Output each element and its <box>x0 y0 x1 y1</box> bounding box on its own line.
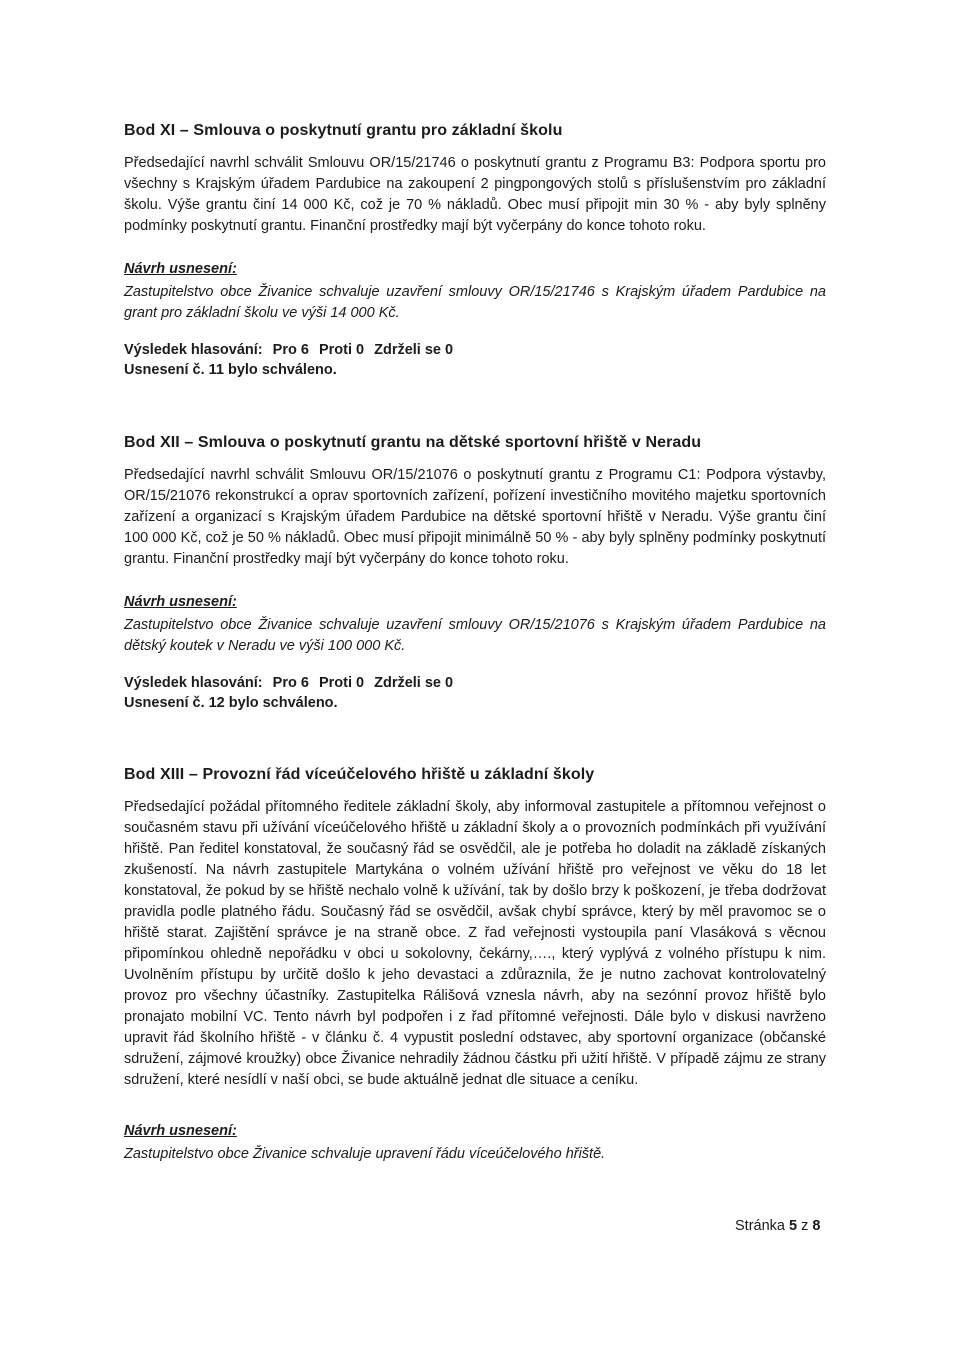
proposal-label: Návrh usnesení: <box>124 594 237 610</box>
page-of: z <box>801 1218 809 1234</box>
vote-proti: Proti 0 <box>318 342 365 358</box>
proposal-label: Návrh usnesení: <box>124 261 237 277</box>
section-body: Předsedající navrhl schválit Smlouvu OR/15/21076 o poskytnutí grantu z Programu C1: Podpora výstavby, OR/15/21076 rekonstrukcí a oprav sportovních zařízení, pořízení investičního movitého majetku sportovních zařízení a organizací s Krajským úřadem Pardubice na dětské sportovní hřiště v Neradu. Výše grantu činí 100 000 Kč, což je 50 % nákladů. Obec musí připojit minimálně 50 % - aby byly splněny podmínky poskytnutí grantu. Finanční prostředky mají být vyčerpány do konce tohoto roku. <box>124 467 826 567</box>
vote-proti: Proti 0 <box>318 675 365 691</box>
proposal-label: Návrh usnesení: <box>124 1123 237 1139</box>
vote-zdrzeli: Zdrželi se 0 <box>374 342 454 358</box>
vote-label: Výsledek hlasování: <box>124 675 263 691</box>
proposal-text: Zastupitelstvo obce Živanice schvaluje upravení řádu víceúčelového hřiště. <box>124 1146 606 1162</box>
vote-label: Výsledek hlasování: <box>124 342 263 358</box>
section-heading: Bod XII – Smlouva o poskytnutí grantu na dětské sportovní hřiště v Neradu <box>124 434 702 451</box>
page-number <box>735 1218 820 1234</box>
section-bod-xii <box>124 434 826 713</box>
section-bod-xi <box>124 122 826 380</box>
total-pages: 8 <box>812 1218 821 1234</box>
section-body: Předsedající požádal přítomného ředitele základní školy, aby informoval zastupitele a přítomnou veřejnost o současném stavu při užívání víceúčelového hřiště u základní školy a o provozních podmínkách při využívání hřiště. Pan ředitel konstatoval, že současný řád se osvědčil, ale je potřeba ho doladit na základě získaných zkušeností. Na návrh zastupitele Martykána o volném užívání hřiště pro veřejnost ve věku do 18 let konstatoval, že pokud by se hřiště nechalo volně k užívání, tak by došlo brzy k poškození, je třeba dodržovat pravidla podle platného řádu. Současný řád se osvědčil, avšak chybí správce, který by měl pravomoc se o hřiště starat. Zajištění správce je na straně obce. Z řad veřejnosti vystoupila paní Vlasáková s věcnou připomínkou ohledně nepořádku v obci u sokolovny, čekárny,…., který vyplývá z volného přístupu k nim. Uvolněním přístupu by určitě došlo k jeho devastaci a zdůraznila, že je nutno zachovat kontrolovatelný provoz pro všechny účastníky. Zastupitelka Rálišová vznesla návrh, aby na sezónní provoz hřiště bylo pronajato mobilní VC. Tento návrh byl podpořen i z řad přítomné veřejnosti. Dále bylo v diskusi navrženo upravit řád školního hřiště - v článku č. 4 vypustit poslední odstavec, aby sportovní organizace (občanské sdružení, zájmové kroužky) obce Živanice nehradily žádnou částku při užití hřiště. V případě zájmu ze strany sdružení, které nesídlí v naší obci, se bude aktuálně jednat dle situace a ceníku. <box>124 799 826 1088</box>
page-prefix: Stránka <box>735 1218 785 1234</box>
vote-result <box>124 673 826 693</box>
current-page: 5 <box>789 1218 798 1234</box>
vote-result <box>124 340 826 360</box>
section-heading: Bod XI – Smlouva o poskytnutí grantu pro základní školu <box>124 122 563 139</box>
resolution-status: Usnesení č. 11 bylo schváleno. <box>124 362 337 378</box>
vote-pro: Pro 6 <box>272 342 309 358</box>
resolution-status: Usnesení č. 12 bylo schváleno. <box>124 695 338 711</box>
proposal-text: Zastupitelstvo obce Živanice schvaluje uzavření smlouvy OR/15/21076 s Krajským úřadem Pardubice na dětský koutek v Neradu ve výši 100 000 Kč. <box>124 617 826 654</box>
section-bod-xiii <box>124 766 826 1165</box>
section-body: Předsedající navrhl schválit Smlouvu OR/15/21746 o poskytnutí grantu z Programu B3: Podpora sportu pro všechny s Krajským úřadem Pardubice na zakoupení 2 pingpongových stolů s příslušenstvím pro základní školu. Výše grantu činí 14 000 Kč, což je 70 % nákladů. Obec musí připojit min 30 % - aby byly splněny podmínky poskytnutí grantu. Finanční prostředky mají být vyčerpány do konce tohoto roku. <box>124 155 826 234</box>
section-heading: Bod XIII – Provozní řád víceúčelového hřiště u základní školy <box>124 766 595 783</box>
vote-pro: Pro 6 <box>272 675 309 691</box>
vote-zdrzeli: Zdrželi se 0 <box>374 675 454 691</box>
proposal-text: Zastupitelstvo obce Živanice schvaluje uzavření smlouvy OR/15/21746 s Krajským úřadem Pardubice na grant pro základní školu ve výši 14 000 Kč. <box>124 284 826 321</box>
